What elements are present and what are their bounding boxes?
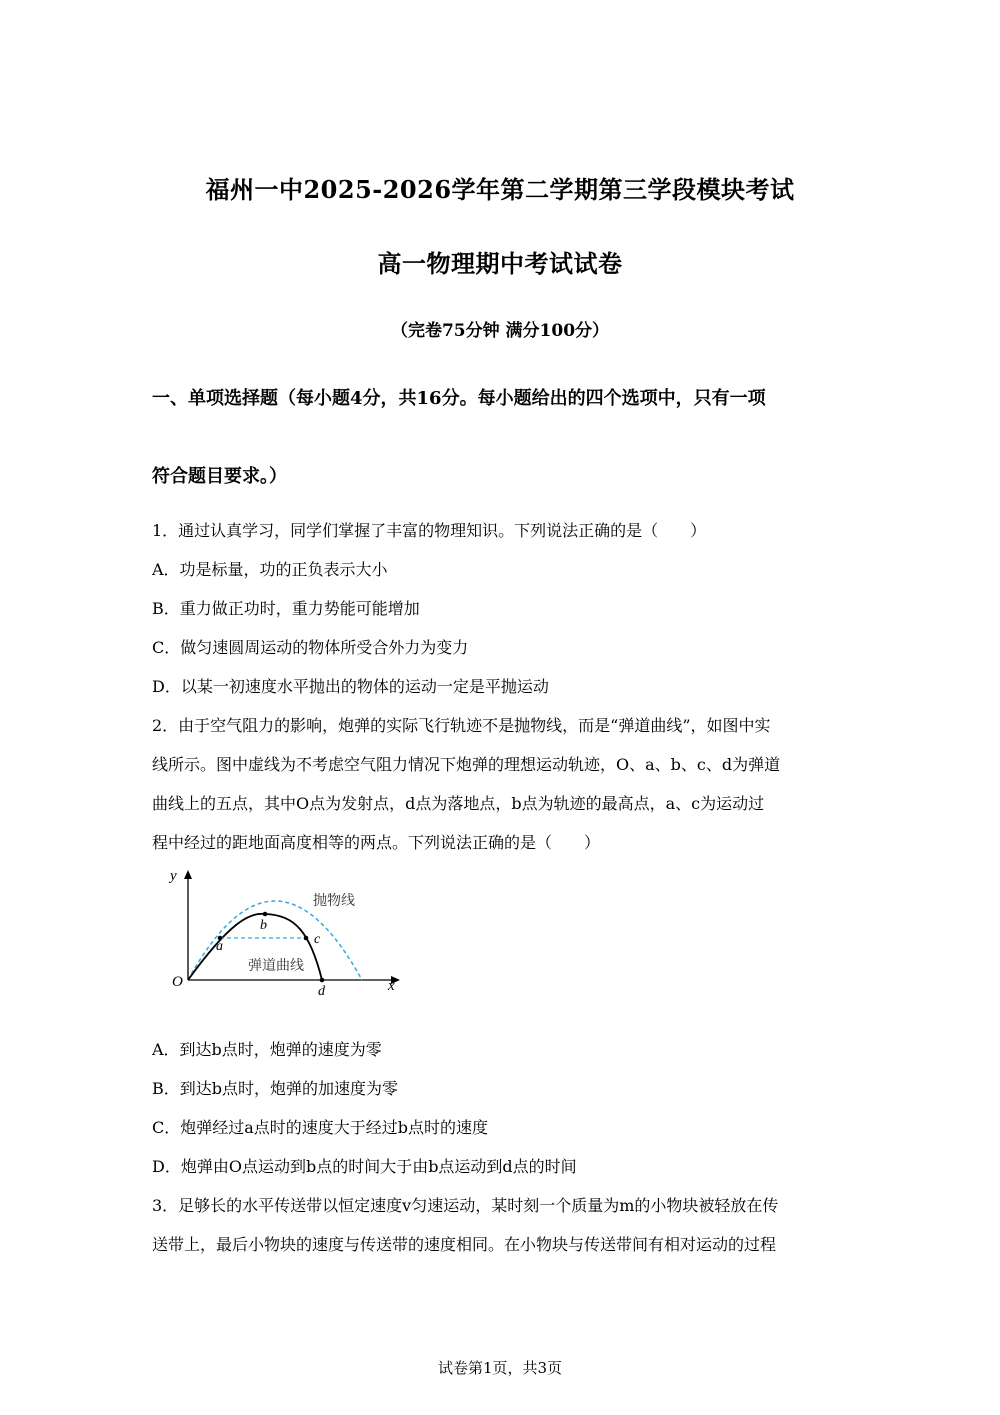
exam-title-line1: 福州一中2025-2026学年第二学期第三学段模块考试 (205, 175, 795, 204)
q1-option-c: C．做匀速圆周运动的物体所受合外力为变力 (152, 638, 469, 657)
q2-stem-line3: 曲线上的五点，其中O点为发射点，d点为落地点，b点为轨迹的最高点，a、c为运动过 (152, 794, 765, 813)
parabola-label: 抛物线 (313, 893, 355, 909)
q2-stem-line2: 线所示。图中虚线为不考虑空气阻力情况下炮弹的理想运动轨迹，O、a、b、c、d为弹道 (152, 755, 781, 774)
exam-subtitle: （完卷75分钟 满分100分） (390, 321, 610, 341)
exam-title-line2: 高一物理期中考试试卷 (377, 249, 623, 278)
origin-label: O (172, 974, 183, 990)
point-d-label: d (318, 984, 325, 999)
y-axis-arrow (184, 870, 192, 879)
q2-option-b: B．到达b点时，炮弹的加速度为零 (152, 1079, 399, 1098)
q2-stem-line1: 2．由于空气阻力的影响，炮弹的实际飞行轨迹不是抛物线，而是“弹道曲线”，如图中实 (152, 716, 771, 735)
section-heading-line2: 符合题目要求。） (152, 466, 287, 487)
q1-option-a: A．功是标量，功的正负表示大小 (152, 560, 388, 579)
point-c-label: c (314, 932, 321, 947)
q1-stem: 1．通过认真学习，同学们掌握了丰富的物理知识。下列说法正确的是（ ） (152, 521, 707, 540)
q1-option-d: D．以某一初速度水平抛出的物体的运动一定是平抛运动 (152, 677, 549, 696)
x-axis-label: x (388, 978, 395, 994)
q2-option-c: C．炮弹经过a点时的速度大于经过b点时的速度 (152, 1118, 489, 1137)
ballistic-curve-label: 弹道曲线 (248, 958, 304, 974)
q3-stem-line1: 3．足够长的水平传送带以恒定速度v匀速运动，某时刻一个质量为m的小物块被轻放在传 (152, 1196, 779, 1215)
q1-option-b: B．重力做正功时，重力势能可能增加 (152, 599, 420, 618)
q2-stem-line4: 程中经过的距地面高度相等的两点。下列说法正确的是（ ） (152, 833, 601, 852)
point-a-label: a (216, 939, 223, 954)
page-footer: 试卷第1页，共3页 (437, 1359, 563, 1377)
point-b-dot (263, 912, 268, 917)
point-d-dot (320, 978, 325, 983)
q3-stem-line2: 送带上，最后小物块的速度与传送带的速度相同。在小物块与传送带间有相对运动的过程 (152, 1235, 777, 1254)
section-heading-line1: 一、单项选择题（每小题4分，共16分。每小题给出的四个选项中，只有一项 (152, 388, 766, 409)
point-b-label: b (260, 918, 267, 933)
point-c-dot (304, 936, 309, 941)
q2-option-d: D．炮弹由O点运动到b点的时间大于由b点运动到d点的时间 (152, 1157, 577, 1176)
q2-option-a: A．到达b点时，炮弹的速度为零 (152, 1040, 382, 1059)
y-axis-label: y (170, 868, 177, 884)
trajectory-figure (160, 862, 410, 1002)
